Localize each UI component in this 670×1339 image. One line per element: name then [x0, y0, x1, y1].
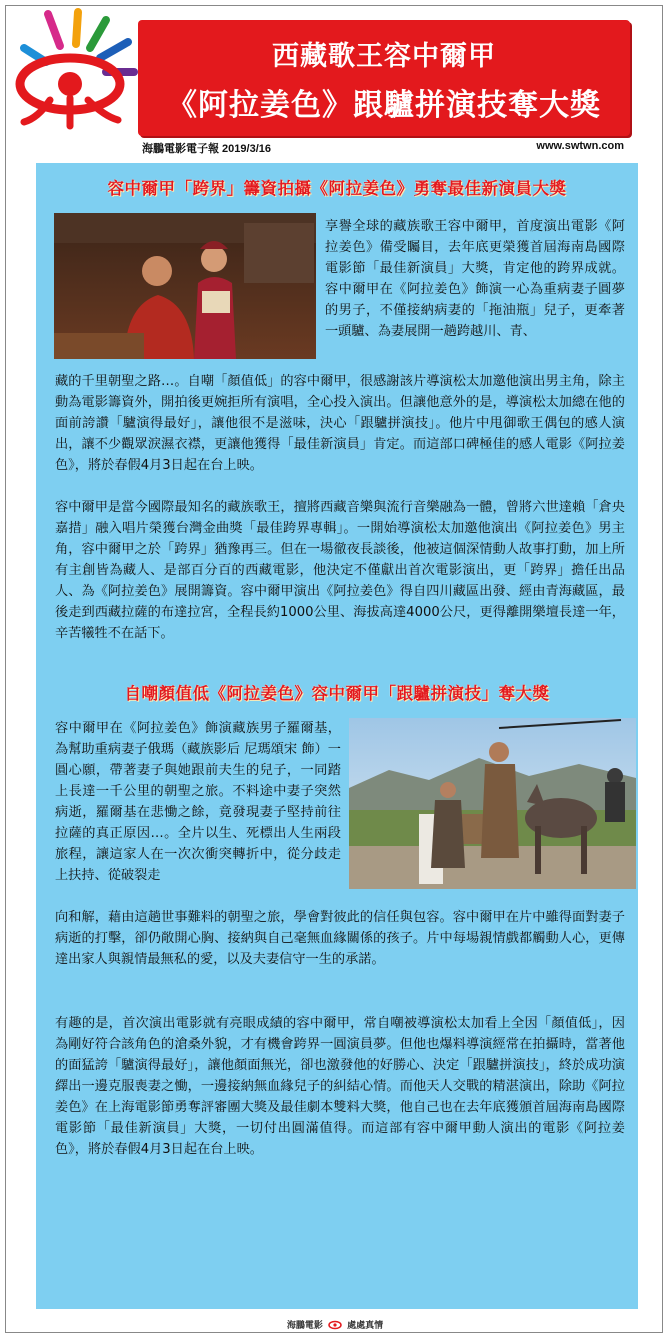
section1-heading: 容中爾甲「跨界」籌資拍攝《阿拉姜色》勇奪最佳新演員大獎: [107, 179, 567, 198]
film-still-donkey: [349, 718, 636, 889]
publication-line: [142, 140, 624, 156]
website-link[interactable]: www.swtwn.com: [536, 140, 624, 152]
haipeng-logo-icon: [8, 8, 138, 130]
section2-paragraph2: 有趣的是，首次演出電影就有亮眼成績的容中爾甲，常自嘲被導演松太加看上全因「顏值低」，因為剛好符合該角色的滄桑外貌，才有機會跨界一圓演員夢。但他也爆料導演經常在拍攝時，當著他的面猛誇「驢演得最好」，讓他顏面無光，卻也激發他的好勝心、決定「跟驢拼演技」，終於成功演繹出一邊克服喪妻之慟，一邊接納無血緣兒子的糾結心情。而他天人交戰的精湛演出，除助《阿拉姜色》在上海電影節勇奪評審團大獎及最佳劇本雙料大獎，他自己也在去年底獲頒首屆海南島國際電影節「最佳新演員」大獎，一切付出圓滿值得。而這部有容中爾甲動人演出的電影《阿拉姜色》，將於春假4月3日起在台上映。: [55, 1016, 625, 1157]
footer-logo-icon: [328, 1319, 342, 1331]
section1-paragraph1-continued: 藏的千里朝聖之路…。自嘲「顏值低」的容中爾甲，很感謝該片導演松太加邀他演出男主角，除主動為電影籌資外，開拍後更婉拒所有演唱，全心投入演出。但讓他意外的是，導演松太加總在他的面前誇讚「驢演得最好」，讓他很不是滋味，決心「跟驢拼演技」。他片中甩御歌王偶包的感人演出，讓不少觀眾淚濕衣襟，更讓他獲得「最佳新演員」肯定。而這部口碑極佳的感人電影《阿拉姜色》，將於春假4月3日起在台上映。: [55, 374, 625, 473]
title-line-1: 西藏歌王容中爾甲: [272, 41, 496, 72]
section2-heading: 自嘲顏值低《阿拉姜色》容中爾甲「跟驢拼演技」奪大獎: [124, 684, 550, 703]
section2-side-text: 容中爾甲在《阿拉姜色》飾演藏族男子羅爾基，為幫助重病妻子俄瑪（藏族影后 尼瑪頌宋 飾）一圓心願，帶著妻子與她跟前夫生的兒子，一同踏上長達一千公里的朝聖之旅。不料途中妻子突然病逝，羅爾基在悲慟之餘，竟發現妻子堅持前往拉薩的真正原因…。全片以生、死標出人生兩段旅程，讓這家人在一次次衝突轉折中，從分歧走上扶持、從破裂走: [55, 721, 341, 883]
footer-brand: 海鵬電影: [286, 1321, 323, 1331]
title-line-2: 《阿拉姜色》跟驢拼演技奪大獎: [167, 88, 601, 123]
section1-paragraph2: 容中爾甲是當今國際最知名的藏族歌王，擅將西藏音樂與流行音樂融為一體，曾將六世達賴「倉央嘉措」融入唱片榮獲台灣金曲獎「最佳跨界專輯」。一開始導演松太加邀他演出《阿拉姜色》男主角，容中爾甲之於「跨界」猶豫再三。但在一場徹夜長談後，他被這個深情動人故事打動，加上所有主創皆為藏人、是部百分百的西藏電影，他決定不僅獻出首次電影演出，更「跨界」擔任出品人、為《阿拉姜色》展開籌資。容中爾甲演出《阿拉姜色》得自四川藏區出發、經由青海藏區，最後走到西藏拉薩的布達拉宮，全程長約1000公里、海拔高達4000公尺，更得離開樂壇長達一年，辛苦犧牲不在話下。: [55, 500, 625, 641]
footer-slogan: 處處真情: [347, 1321, 384, 1331]
title-banner: [138, 20, 630, 136]
publication-date: 海鵬電影電子報 2019/3/16: [142, 143, 271, 155]
footer: [0, 1318, 670, 1331]
section2-paragraph1-continued: 向和解，藉由這趟世事難料的朝聖之旅，學會對彼此的信任與包容。容中爾甲在片中雖得面對妻子病逝的打擊，卻仍敞開心胸、接納與自己毫無血緣關係的孩子。片中每場親情戲都觸動人心，更傳達出家人與親情最無私的愛，以及夫妻信守一生的承諾。: [55, 910, 625, 967]
section1-side-text: 享譽全球的藏族歌王容中爾甲，首度演出電影《阿拉姜色》備受矚目，去年底更榮獲首屆海南島國際電影節「最佳新演員」大獎，肯定他的跨界成就。容中爾甲在《阿拉姜色》飾演一心為重病妻子圓夢的男子，不僅接納病妻的「拖油瓶」兒子，更牽著一頭驢、為妻展開一趟跨越川、青、: [325, 219, 625, 339]
film-still-indoor: [54, 213, 316, 359]
